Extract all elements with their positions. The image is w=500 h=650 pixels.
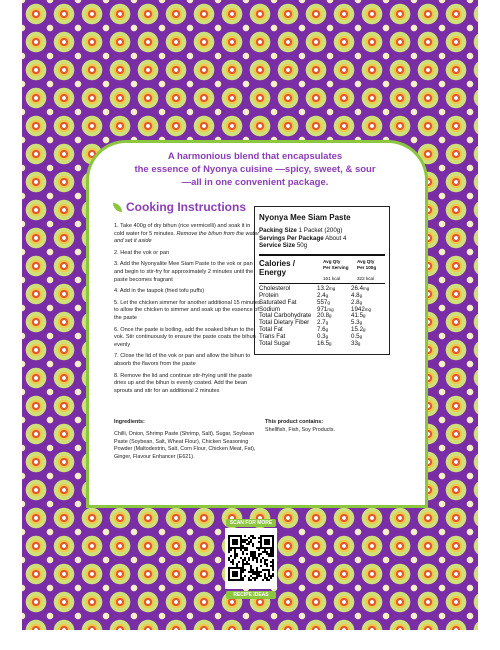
per-serving-value: 2.7g (317, 319, 329, 327)
cooking-title: Cooking Instructions (126, 200, 246, 214)
nutrient-name: Protein (259, 291, 279, 299)
tagline-line-2: the essence of Nyonya cuisine —spicy, sweet, & sour (134, 164, 376, 175)
nutrient-name: Cholesterol (259, 284, 291, 292)
qr-code[interactable] (225, 528, 277, 589)
calories-energy-row (259, 259, 385, 281)
nutrition-row (259, 341, 385, 348)
per-100g-value: 0.5g (351, 333, 363, 341)
ingredients-label: Ingredients: (114, 419, 145, 425)
nutrient-name: Total Carbohydrate (259, 312, 312, 320)
nutrition-divider (259, 254, 385, 257)
nutrition-product-name: Nyonya Mee Siam Paste (259, 213, 351, 222)
per-100g-value: 26.4mg (351, 284, 370, 292)
step-5: 5. Let the chicken simmer for another additional 15 minutes to allow the chicken to simmer and soak up the essence of the paste (114, 299, 261, 321)
nutrient-name: Sodium (259, 305, 280, 313)
per-serving-value: 16.5g (317, 340, 332, 348)
cooking-instructions-heading (113, 200, 246, 214)
per-100g-value: 5.3g (351, 319, 363, 327)
step-8: 8. Remove the lid and continue stir-frying until the paste dries up and the bihun is evenly coated. Add the bean sprouts and stir for an additional 2 minutes (114, 372, 253, 394)
ingredients-block (114, 419, 262, 462)
per-serving-value: 971mg (317, 305, 334, 313)
per-100g-value: 4.8g (351, 291, 363, 299)
per-100g-value: 15.2g (351, 326, 366, 334)
step-3: 3. Add the Nyonyalite Mee Siam Paste to the vok or pan and begin to stir-fry for approximately 2 minutes until the paste becomes fragrant (114, 261, 254, 283)
per-serving-value: 557g (317, 298, 330, 306)
step-2: 2. Heat the vok or pan (114, 249, 170, 256)
energy-columns (323, 259, 385, 281)
tagline (110, 150, 400, 189)
per-serving-value: 7.6g (317, 326, 329, 334)
servings-per-package: Servings Per Package About 4 (259, 234, 347, 242)
packing-size: Packing Size 1 Packet (200g) (259, 227, 343, 234)
leaf-icon (113, 203, 122, 212)
cooking-steps (114, 223, 261, 399)
nutrient-name: Total Dietary Fiber (259, 319, 310, 327)
step-1: 1. Take 400g of dry bihun (rice vermicelli) and soak it in cold water for 5 minutes. Remove the bihun from the water and set it aside (114, 223, 260, 245)
per-serving-value: 2.4g (317, 291, 329, 299)
step-6: 6. Once the paste is boiling, add the soaked bihun to the vok. Stir continuously to ensure the paste coats the bihun evenly (114, 326, 256, 348)
nutrition-facts-panel (254, 206, 390, 355)
per-serving-value: 20.8g (317, 312, 332, 320)
per-serving-value: 0.3g (317, 333, 329, 341)
nutrient-name: Total Fat (259, 326, 283, 334)
scan-for-more-badge: SCAN FOR MORE (226, 519, 276, 527)
energy-label: Calories / Energy (259, 259, 296, 277)
step-4: 4. Add in the taupok (fried tofu puffs) (114, 288, 205, 295)
allergen-text: Shellfish, Fish, Soy Products. (265, 426, 336, 433)
ingredients-text: Chilli, Onion, Shrimp Paste (Shrimp, Salt), Sugar, Soybean Paste (Soybean, Salt, Wheat Flour), Chicken Seasoning Powder (Maltodextrin, Salt, Corn Flour, Chicken Meat, Fat), Ginger, Flavour Enhancer (E621). (114, 430, 256, 461)
allergen-block (265, 419, 385, 435)
qr-code-icon (225, 528, 277, 589)
per-100g-value: 2.8g (351, 298, 363, 306)
tagline-line-1: A harmonious blend that encapsulates (167, 151, 343, 162)
tagline-line-3: —all in one convenient package. (181, 177, 329, 188)
per-serving-value: 13.2mg (317, 284, 336, 292)
nutrient-name: Trans Fat (259, 333, 286, 341)
nutrition-thin-divider (259, 283, 385, 284)
nutrition-rows (259, 286, 385, 348)
allergen-label: This product contains: (265, 419, 324, 425)
per-100g-value: 41.5g (351, 312, 366, 320)
nutrient-name: Saturated Fat (259, 298, 297, 306)
recipe-ideas-badge: RECIPE IDEAS (226, 591, 276, 599)
per-serving-column-head: Avg Qty Per Serving 161 kcal (323, 259, 349, 281)
nutrient-name: Total Sugar (259, 340, 291, 348)
per-100g-column-head: Avg Qty Per 100g 322 kcal (357, 259, 377, 281)
per-100g-value: 1942mg (351, 305, 372, 313)
serving-size: Service Size 50g (259, 242, 308, 249)
step-7: 7. Close the lid of the vok or pan and allow the bihun to absorb the flavors from the paste (114, 353, 251, 367)
per-100g-value: 33g (351, 340, 361, 348)
